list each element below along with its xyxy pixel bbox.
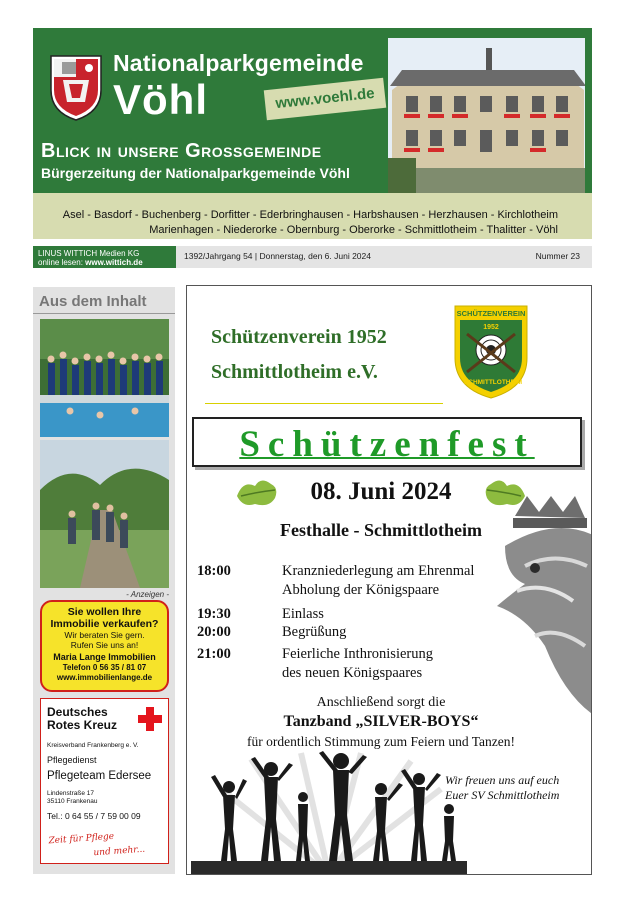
schedule-event: Feierliche Inthronisierung des neuen Königspaares bbox=[282, 646, 433, 681]
realestate-ad-website[interactable]: www.immobilienlange.de bbox=[56, 673, 153, 682]
club-badge-icon bbox=[453, 304, 529, 400]
publisher-online: online lesen: www.wittich.de bbox=[38, 258, 143, 267]
badge-year: 1952 bbox=[483, 324, 499, 331]
band-name: Tanzband „SILVER-BOYS“ bbox=[283, 713, 479, 730]
schedule-event: Begrüßung bbox=[282, 624, 347, 640]
publisher-name: LINUS WITTICH Medien KG bbox=[38, 249, 140, 258]
drk-association: Kreisverband Frankenberg e. V. bbox=[47, 742, 139, 749]
badge-top-text: SCHÜTZENVEREIN bbox=[456, 309, 526, 318]
drk-team: Pflegeteam Edersee bbox=[47, 770, 152, 782]
publisher-box bbox=[33, 246, 176, 268]
event-date: 08. Juni 2024 bbox=[310, 478, 452, 505]
drk-service: Pflegedienst bbox=[47, 755, 97, 765]
drk-phone: Tel.: 0 64 55 / 7 59 00 09 bbox=[47, 811, 141, 821]
villages-line-2: Marienhagen - Niederorke - Obernburg - Oberorke - Schmittlotheim - Thalitter - Vöhl bbox=[149, 224, 558, 236]
band-intro: Anschließend sorgt die bbox=[316, 695, 446, 710]
realestate-ad-headline-2: Immobilie verkaufen? bbox=[50, 618, 159, 630]
realestate-ad-phone: Telefon 0 56 35 / 81 07 bbox=[62, 663, 147, 672]
drk-address: Lindenstraße 17 35110 Frankenau bbox=[47, 790, 98, 805]
hiking-group-photo[interactable] bbox=[40, 440, 169, 588]
schedule-event: Einlass bbox=[282, 606, 324, 622]
contents-sidebar bbox=[33, 287, 175, 874]
website-link[interactable]: www.voehl.de bbox=[264, 78, 386, 120]
schedule-time: 21:00 bbox=[197, 646, 231, 662]
masthead-headline: Blick in unsere Grossgemeinde bbox=[41, 140, 322, 162]
town-hall-photo bbox=[388, 38, 585, 200]
issue-date: 1392/Jahrgang 54 | Donnerstag, den 6. Juni 2024 bbox=[184, 251, 371, 261]
club-name: Schützenverein 1952 bbox=[211, 326, 387, 348]
masthead-title: Nationalparkgemeinde bbox=[113, 50, 364, 76]
schedule-event: Kranzniederlegung am Ehrenmal Abholung der Königspaare bbox=[282, 563, 475, 598]
ads-label: - Anzeigen - bbox=[126, 590, 169, 599]
red-cross-icon bbox=[138, 707, 162, 731]
realestate-ad[interactable] bbox=[40, 600, 169, 692]
masthead bbox=[33, 28, 592, 239]
realestate-ad-text-2: Rufen Sie uns an! bbox=[70, 640, 139, 650]
issue-info-bar bbox=[33, 246, 592, 268]
badge-bottom-text: SCHMITTLOTHEIM bbox=[463, 379, 523, 386]
drk-care-ad[interactable] bbox=[40, 698, 169, 864]
divider bbox=[205, 403, 443, 404]
masthead-subtitle: Bürgerzeitung der Nationalparkgemeinde Vöhl bbox=[41, 165, 350, 181]
schedule-time: 20:00 bbox=[197, 624, 231, 640]
club-place: Schmittlotheim e.V. bbox=[211, 361, 378, 383]
drk-name: Deutsches Rotes Kreuz bbox=[47, 705, 118, 732]
publisher-website-link[interactable]: www.wittich.de bbox=[85, 258, 143, 267]
coat-of-arms-icon bbox=[45, 50, 107, 122]
drk-slogan: Zeit für Pflege und mehr... bbox=[48, 831, 146, 859]
masthead-town-name: Vöhl bbox=[113, 76, 208, 123]
villages-line-1: Asel - Basdorf - Buchenberg - Dorfitter - Ederbringhausen - Harbshausen - Herzhausen - Kirchlotheim bbox=[62, 209, 558, 221]
event-title: Schützenfest bbox=[239, 424, 535, 465]
realestate-ad-headline-1: Sie wollen Ihre bbox=[67, 606, 142, 618]
pool-group-photo[interactable] bbox=[40, 319, 169, 437]
band-tagline: für ordentlich Stimmung zum Feiern und Tanzen! bbox=[247, 734, 515, 749]
event-title-box bbox=[192, 417, 582, 467]
villages-band bbox=[33, 193, 592, 239]
schedule-time: 18:00 bbox=[197, 563, 231, 579]
schedule-time: 19:30 bbox=[197, 606, 231, 622]
signoff-line-2: Euer SV Schmittlotheim bbox=[445, 788, 560, 802]
issue-number: Nummer 23 bbox=[535, 251, 580, 261]
event-location: Festhalle - Schmittlotheim bbox=[280, 520, 482, 540]
realestate-ad-company: Maria Lange Immobilien bbox=[53, 652, 156, 662]
signoff-line-1: Wir freuen uns auf euch bbox=[445, 773, 560, 787]
schuetzenfest-poster bbox=[186, 285, 592, 875]
realestate-ad-text-1: Wir beraten Sie gern. bbox=[64, 630, 145, 640]
dancers-silhouette-image bbox=[191, 749, 467, 875]
divider bbox=[33, 313, 175, 314]
contents-title: Aus dem Inhalt bbox=[39, 293, 147, 310]
